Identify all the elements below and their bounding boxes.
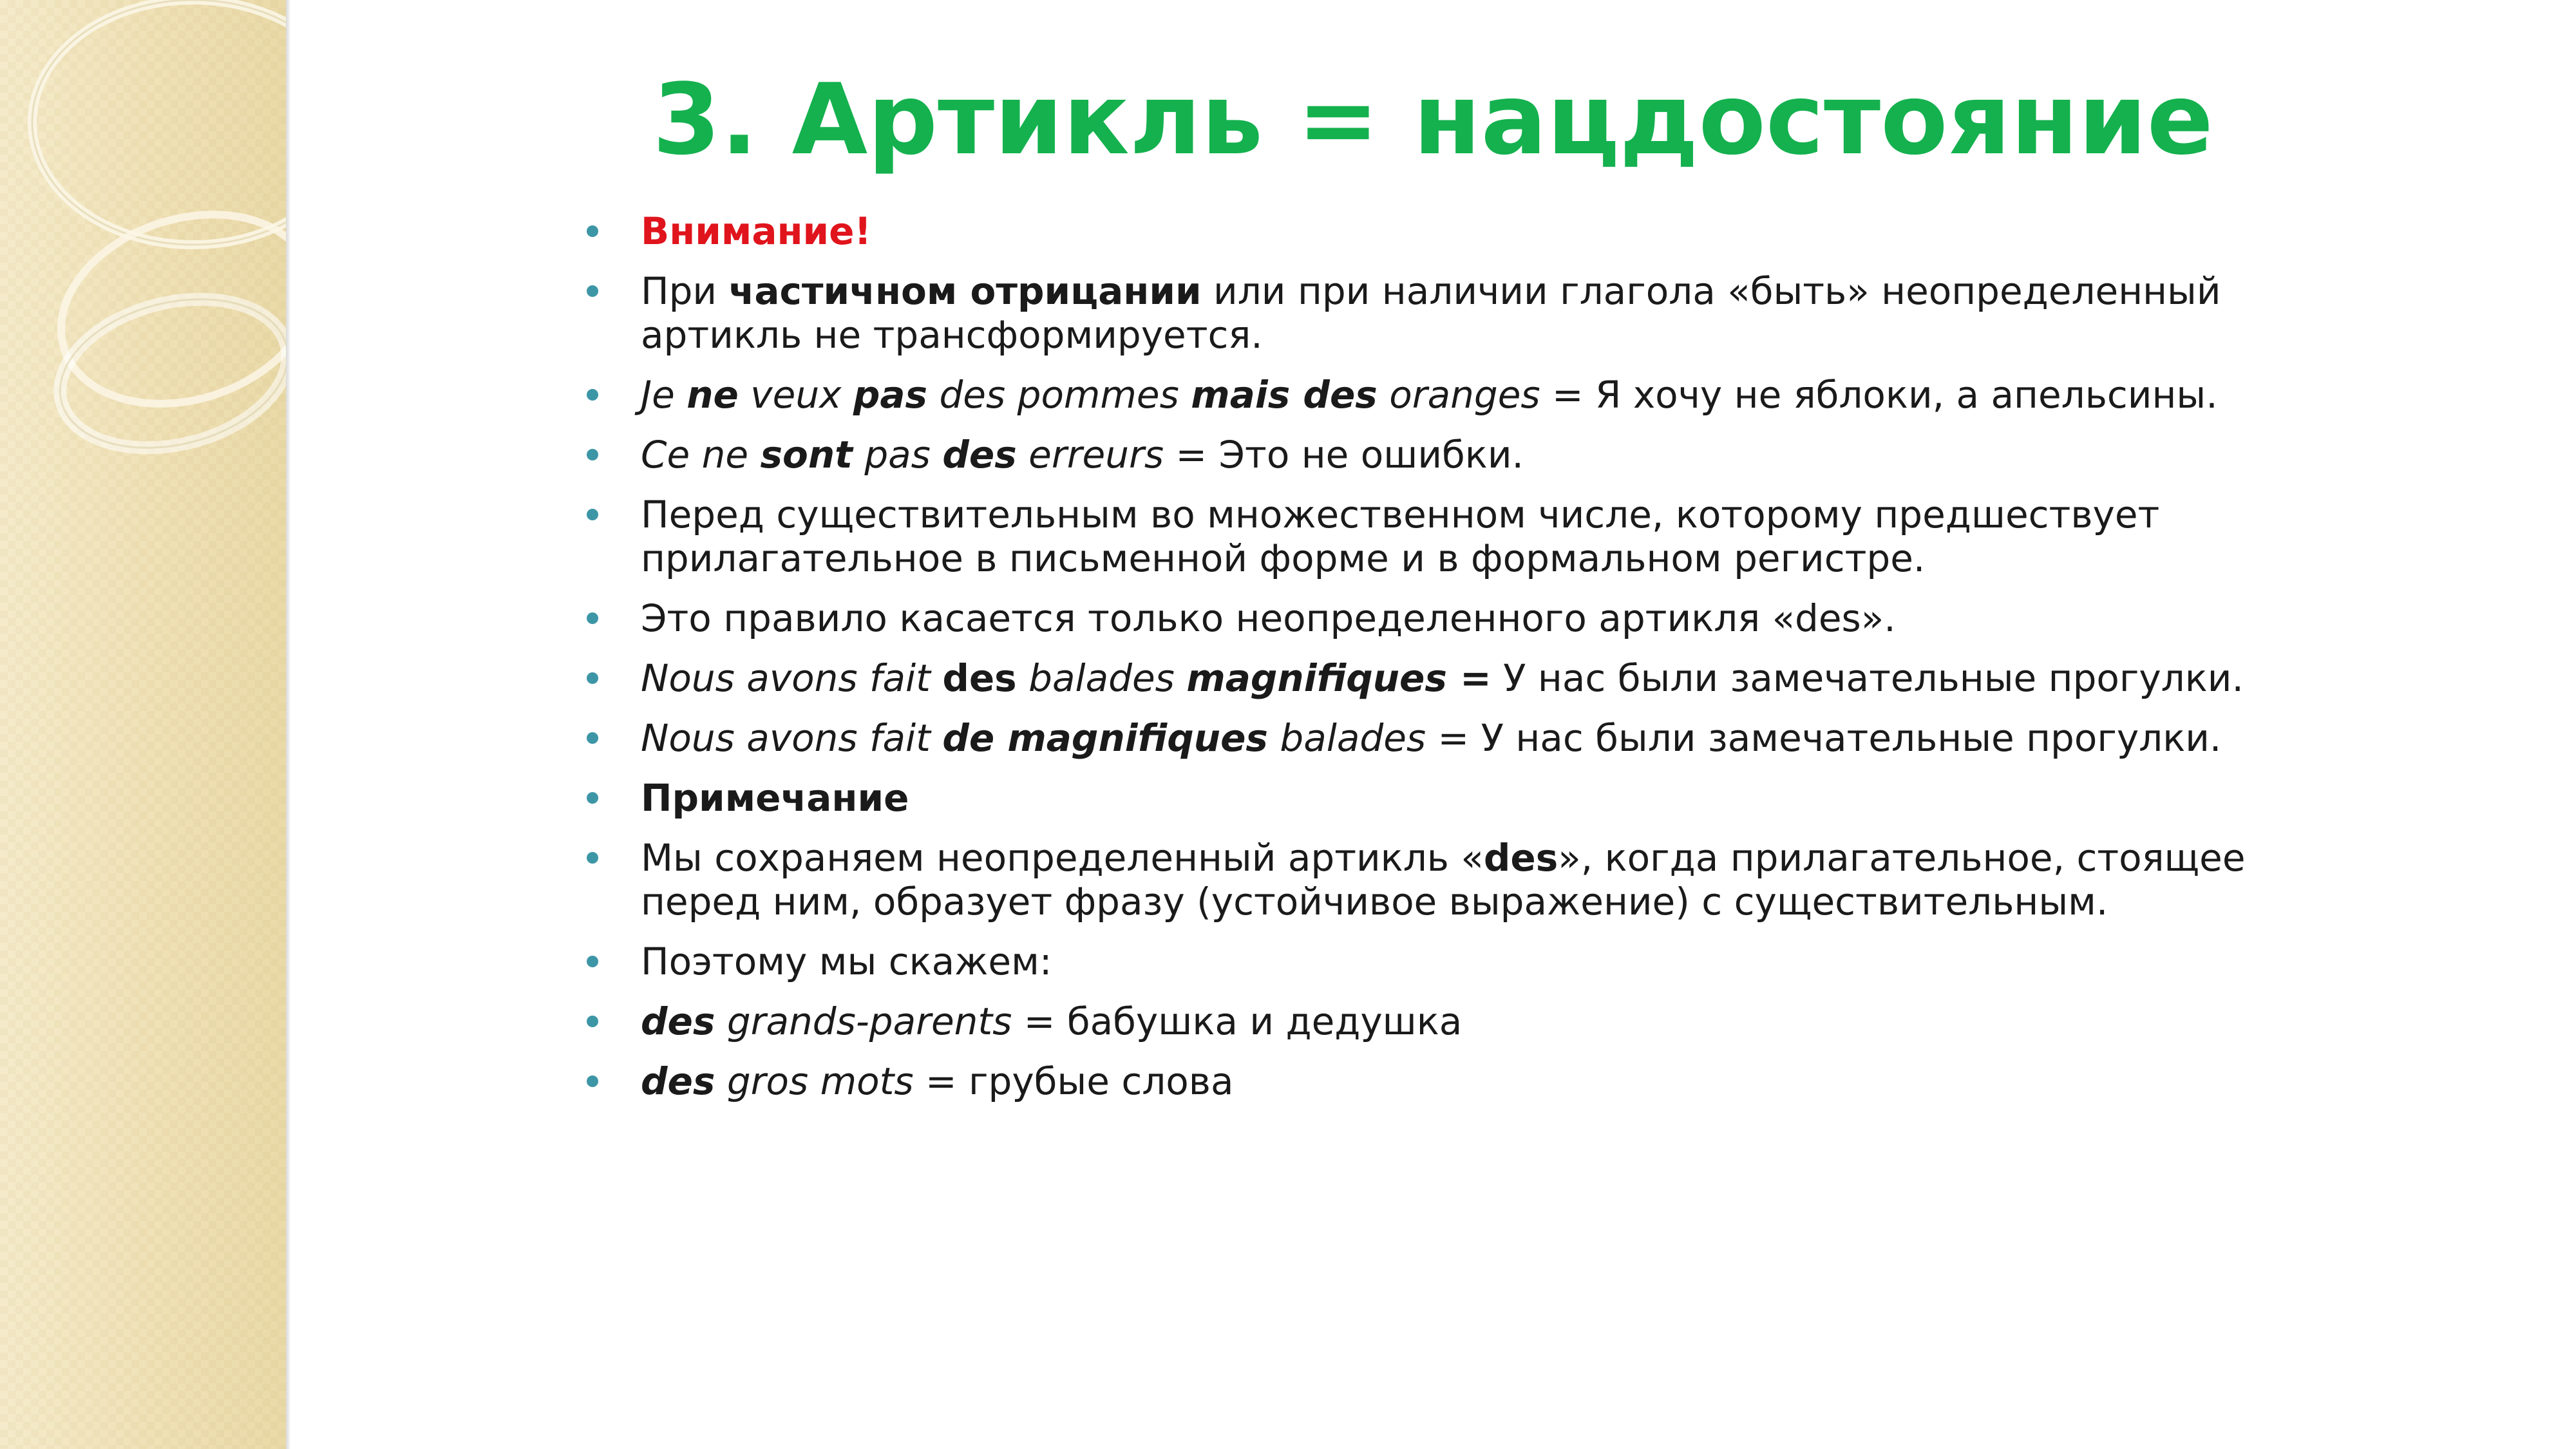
text-run: Поэтому мы скажем: — [641, 940, 1052, 983]
bullet-icon — [587, 956, 598, 967]
text-run-bold-italic: sont — [760, 433, 853, 477]
side-panel-edge — [286, 0, 290, 1449]
text-run: = У нас были замечательные прогулки. — [1426, 716, 2222, 760]
text-run: Мы сохраняем неопределенный артикль « — [641, 836, 1484, 880]
text-run-italic: balades — [1016, 656, 1187, 700]
text-run-italic: balades — [1267, 716, 1426, 760]
bullet-icon — [587, 852, 598, 864]
text-run-italic: oranges — [1377, 373, 1540, 417]
text-run: У нас были замечательные прогулки. — [1491, 656, 2244, 700]
text-run-bold-italic: pas — [853, 373, 928, 417]
list-item — [583, 493, 2322, 580]
list-item — [583, 999, 2322, 1043]
list-item — [583, 776, 2322, 820]
list-item — [583, 836, 2322, 923]
text-run: или при наличии глагола «быть» неопределенный артикль не трансформируется. — [641, 269, 2221, 357]
list-item — [583, 433, 2322, 477]
bullet-list — [583, 209, 2322, 1119]
bullet-icon — [587, 449, 598, 460]
list-item — [583, 1059, 2322, 1103]
text-run-bold-italic: ne — [687, 373, 739, 417]
decorative-rings — [0, 0, 286, 1449]
bullet-icon — [587, 1016, 598, 1027]
text-run-italic: Je — [641, 373, 687, 417]
bullet-icon — [587, 509, 598, 520]
text-run: = грубые слова — [913, 1059, 1234, 1103]
text-run: = Это не ошибки. — [1164, 433, 1524, 477]
text-run-bold-italic: des — [641, 999, 715, 1043]
bullet-icon — [587, 612, 598, 624]
list-item — [583, 209, 2322, 253]
slide-title: 3. Артикль = нацдостояние — [652, 62, 2213, 176]
text-run: Перед существительным во множественном числе, которому предшествует прилагательное в письменной форме и в формальном регистре. — [641, 493, 2160, 580]
text-run-bold: des — [942, 656, 1017, 700]
text-run-italic: des pommes — [927, 373, 1191, 417]
text-run-italic: grands-parents — [715, 999, 1012, 1043]
text-run-italic: pas — [852, 433, 943, 477]
text-run-italic: veux — [738, 373, 853, 417]
text-run-bold-italic: des — [942, 433, 1017, 477]
text-run-italic: Nous avons fait — [641, 656, 943, 700]
bullet-icon — [587, 225, 598, 237]
text-run-italic: Nous avons fait — [641, 716, 943, 760]
list-item — [583, 596, 2322, 640]
text-run-bold-italic: des — [641, 1059, 715, 1103]
text-run-italic: Ce ne — [641, 433, 761, 477]
text-run-italic: erreurs — [1016, 433, 1164, 477]
text-run: », когда прилагательное, стоящее перед ним, образует фразу (устойчивое выражение) с существительным. — [641, 836, 2246, 923]
bullet-icon — [587, 389, 598, 401]
text-run: = бабушка и дедушка — [1012, 999, 1463, 1043]
text-run-bold: des — [1483, 836, 1558, 880]
text-run-bold-italic: de magnifiques — [942, 716, 1268, 760]
bullet-icon — [587, 285, 598, 297]
note-heading: Примечание — [641, 776, 909, 820]
list-item — [583, 940, 2322, 983]
bullet-icon — [587, 732, 598, 744]
list-item — [583, 656, 2322, 700]
text-run: При — [641, 269, 729, 313]
text-run-bold-italic: magnifiques = — [1186, 656, 1492, 700]
text-run-bold-italic: mais des — [1191, 373, 1378, 417]
bullet-icon — [587, 672, 598, 684]
bullet-icon — [587, 792, 598, 804]
list-item — [583, 373, 2322, 417]
text-run: Это правило касается только неопределенного артикля «des». — [641, 596, 1896, 640]
list-item — [583, 269, 2322, 357]
text-run-bold: частичном отрицании — [728, 269, 1202, 313]
bullet-icon — [587, 1075, 598, 1087]
list-item — [583, 716, 2322, 760]
warning-heading: Внимание! — [641, 209, 871, 253]
text-run-italic: gros mots — [715, 1059, 914, 1103]
text-run: = Я хочу не яблоки, а апельсины. — [1540, 373, 2218, 417]
